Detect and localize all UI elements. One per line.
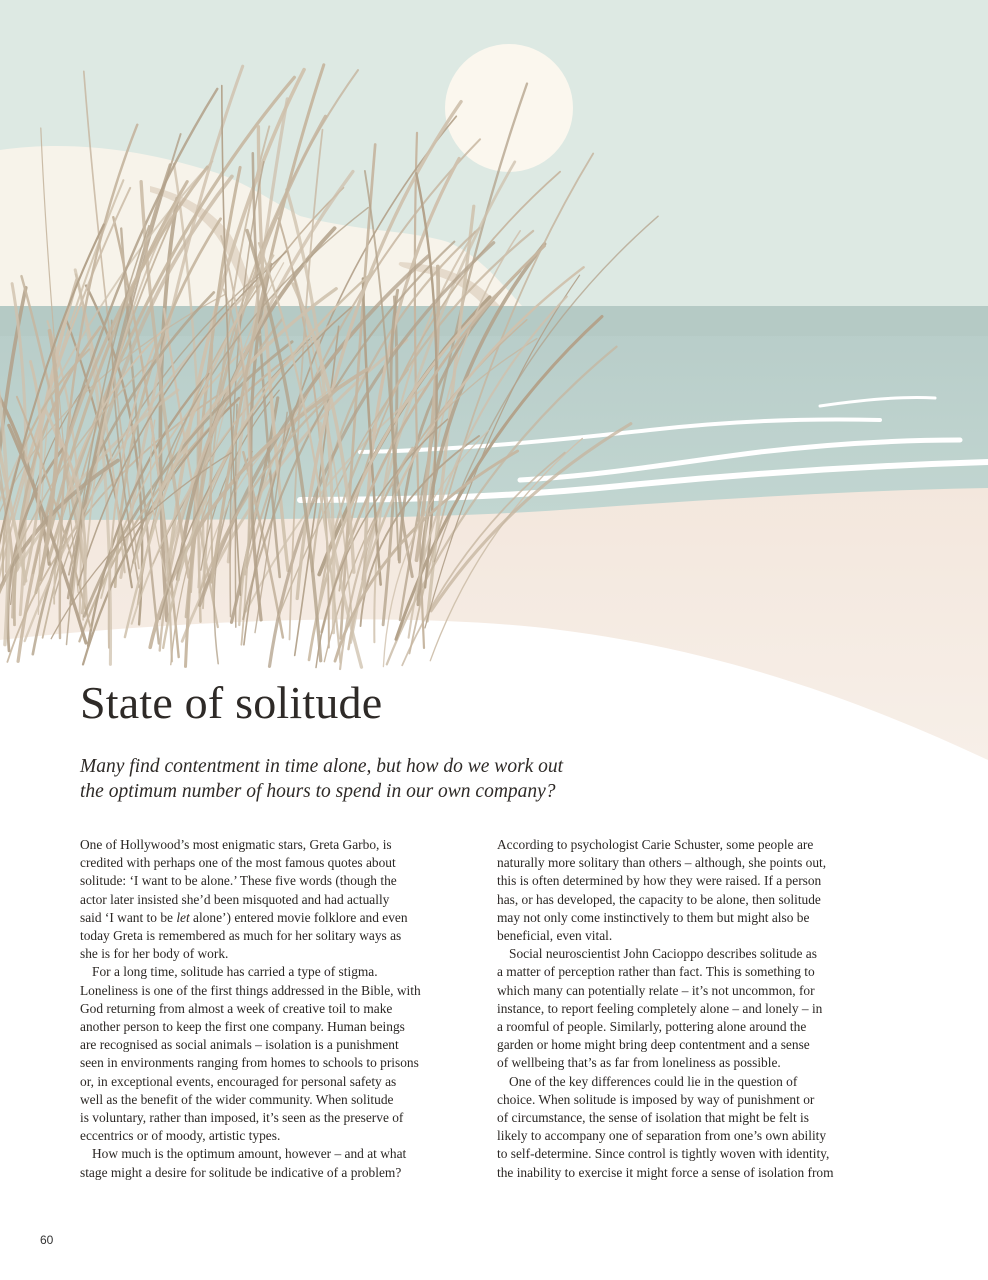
body-line: credited with perhaps one of the most famous quotes about <box>80 855 396 871</box>
standfirst-line: Many find contentment in time alone, but how do we work out <box>80 756 564 777</box>
body-line: a matter of perception rather than fact. This is something to <box>497 964 815 980</box>
body-line: are recognised as social animals – isolation is a punishment <box>80 1037 399 1053</box>
standfirst-line: the optimum number of hours to spend in our own company? <box>80 781 556 802</box>
body-text: alone’) entered movie folklore and even <box>189 909 408 925</box>
body-line: One of the key differences could lie in the question of <box>509 1073 798 1089</box>
paragraph <box>497 945 892 1072</box>
paragraph <box>497 836 892 945</box>
paragraph <box>80 963 475 1145</box>
body-line: seen in environments ranging from homes to schools to prisons <box>80 1055 419 1071</box>
body-line: the inability to exercise it might force a sense of isolation from <box>497 1164 834 1180</box>
body-line: may not only come instinctively to them but might also be <box>497 909 810 925</box>
body-column-right <box>497 836 892 1182</box>
emphasis-text: let <box>176 909 190 925</box>
body-line: instance, to report feeling completely alone – and lonely – in <box>497 1000 823 1016</box>
body-line: she is for her body of work. <box>80 946 229 962</box>
body-line: garden or home might bring deep contentment and a sense <box>497 1037 810 1053</box>
paragraph <box>497 1073 892 1182</box>
body-line: actor later insisted she’d been misquoted and had actually <box>80 891 390 907</box>
body-line: eccentrics or of moody, artistic types. <box>80 1128 281 1144</box>
body-line: God returning from almost a week of creative toil to make <box>80 1000 393 1016</box>
body-line: How much is the optimum amount, however – and at what <box>92 1146 407 1162</box>
body-column-left <box>80 836 475 1182</box>
article-title: State of solitude <box>80 677 383 728</box>
body-line: well as the benefit of the wider community. When solitude <box>80 1091 394 1107</box>
body-text: said ‘I want to be <box>80 909 177 925</box>
body-line: to self-determine. Since control is tightly woven with identity, <box>497 1146 830 1162</box>
body-line: naturally more solitary than others – although, she points out, <box>497 855 827 871</box>
body-line: this is often determined by how they were raised. If a person <box>497 873 822 889</box>
body-line: stage might a desire for solitude be indicative of a problem? <box>80 1164 402 1180</box>
body-line: likely to accompany one of separation from one’s own ability <box>497 1128 827 1144</box>
body-line: or, in exceptional events, encouraged for personal safety as <box>80 1073 397 1089</box>
sun <box>445 44 573 172</box>
body-line: which many can potentially relate – it’s not uncommon, for <box>497 982 815 998</box>
body-line: beneficial, even vital. <box>497 928 613 944</box>
body-line: today Greta is remembered as much for her solitary ways as <box>80 928 402 944</box>
body-line: One of Hollywood’s most enigmatic stars, Greta Garbo, is <box>80 837 392 852</box>
body-line: According to psychologist Carie Schuster, some people are <box>497 837 814 852</box>
body-line: choice. When solitude is imposed by way of punishment or <box>497 1091 815 1107</box>
page-number: 60 <box>40 1233 54 1247</box>
body-line: another person to keep the first one company. Human beings <box>80 1019 405 1035</box>
paragraph <box>80 1145 475 1181</box>
body-line: Social neuroscientist John Cacioppo describes solitude as <box>509 946 817 962</box>
body-line: of wellbeing that’s as far from loneliness as possible. <box>497 1055 781 1071</box>
article-standfirst <box>80 754 640 804</box>
body-line: For a long time, solitude has carried a type of stigma. <box>92 964 378 980</box>
body-line: a roomful of people. Similarly, pottering alone around the <box>497 1019 807 1035</box>
body-line: has, or has developed, the capacity to be alone, then solitude <box>497 891 821 907</box>
body-line: solitude: ‘I want to be alone.’ These five words (though the <box>80 873 397 889</box>
body-line: is voluntary, rather than imposed, it’s seen as the preserve of <box>80 1110 404 1126</box>
paragraph <box>80 836 475 963</box>
body-line <box>80 909 475 927</box>
body-line: Loneliness is one of the first things addressed in the Bible, with <box>80 982 421 998</box>
body-line: of circumstance, the sense of isolation that might be felt is <box>497 1110 809 1126</box>
